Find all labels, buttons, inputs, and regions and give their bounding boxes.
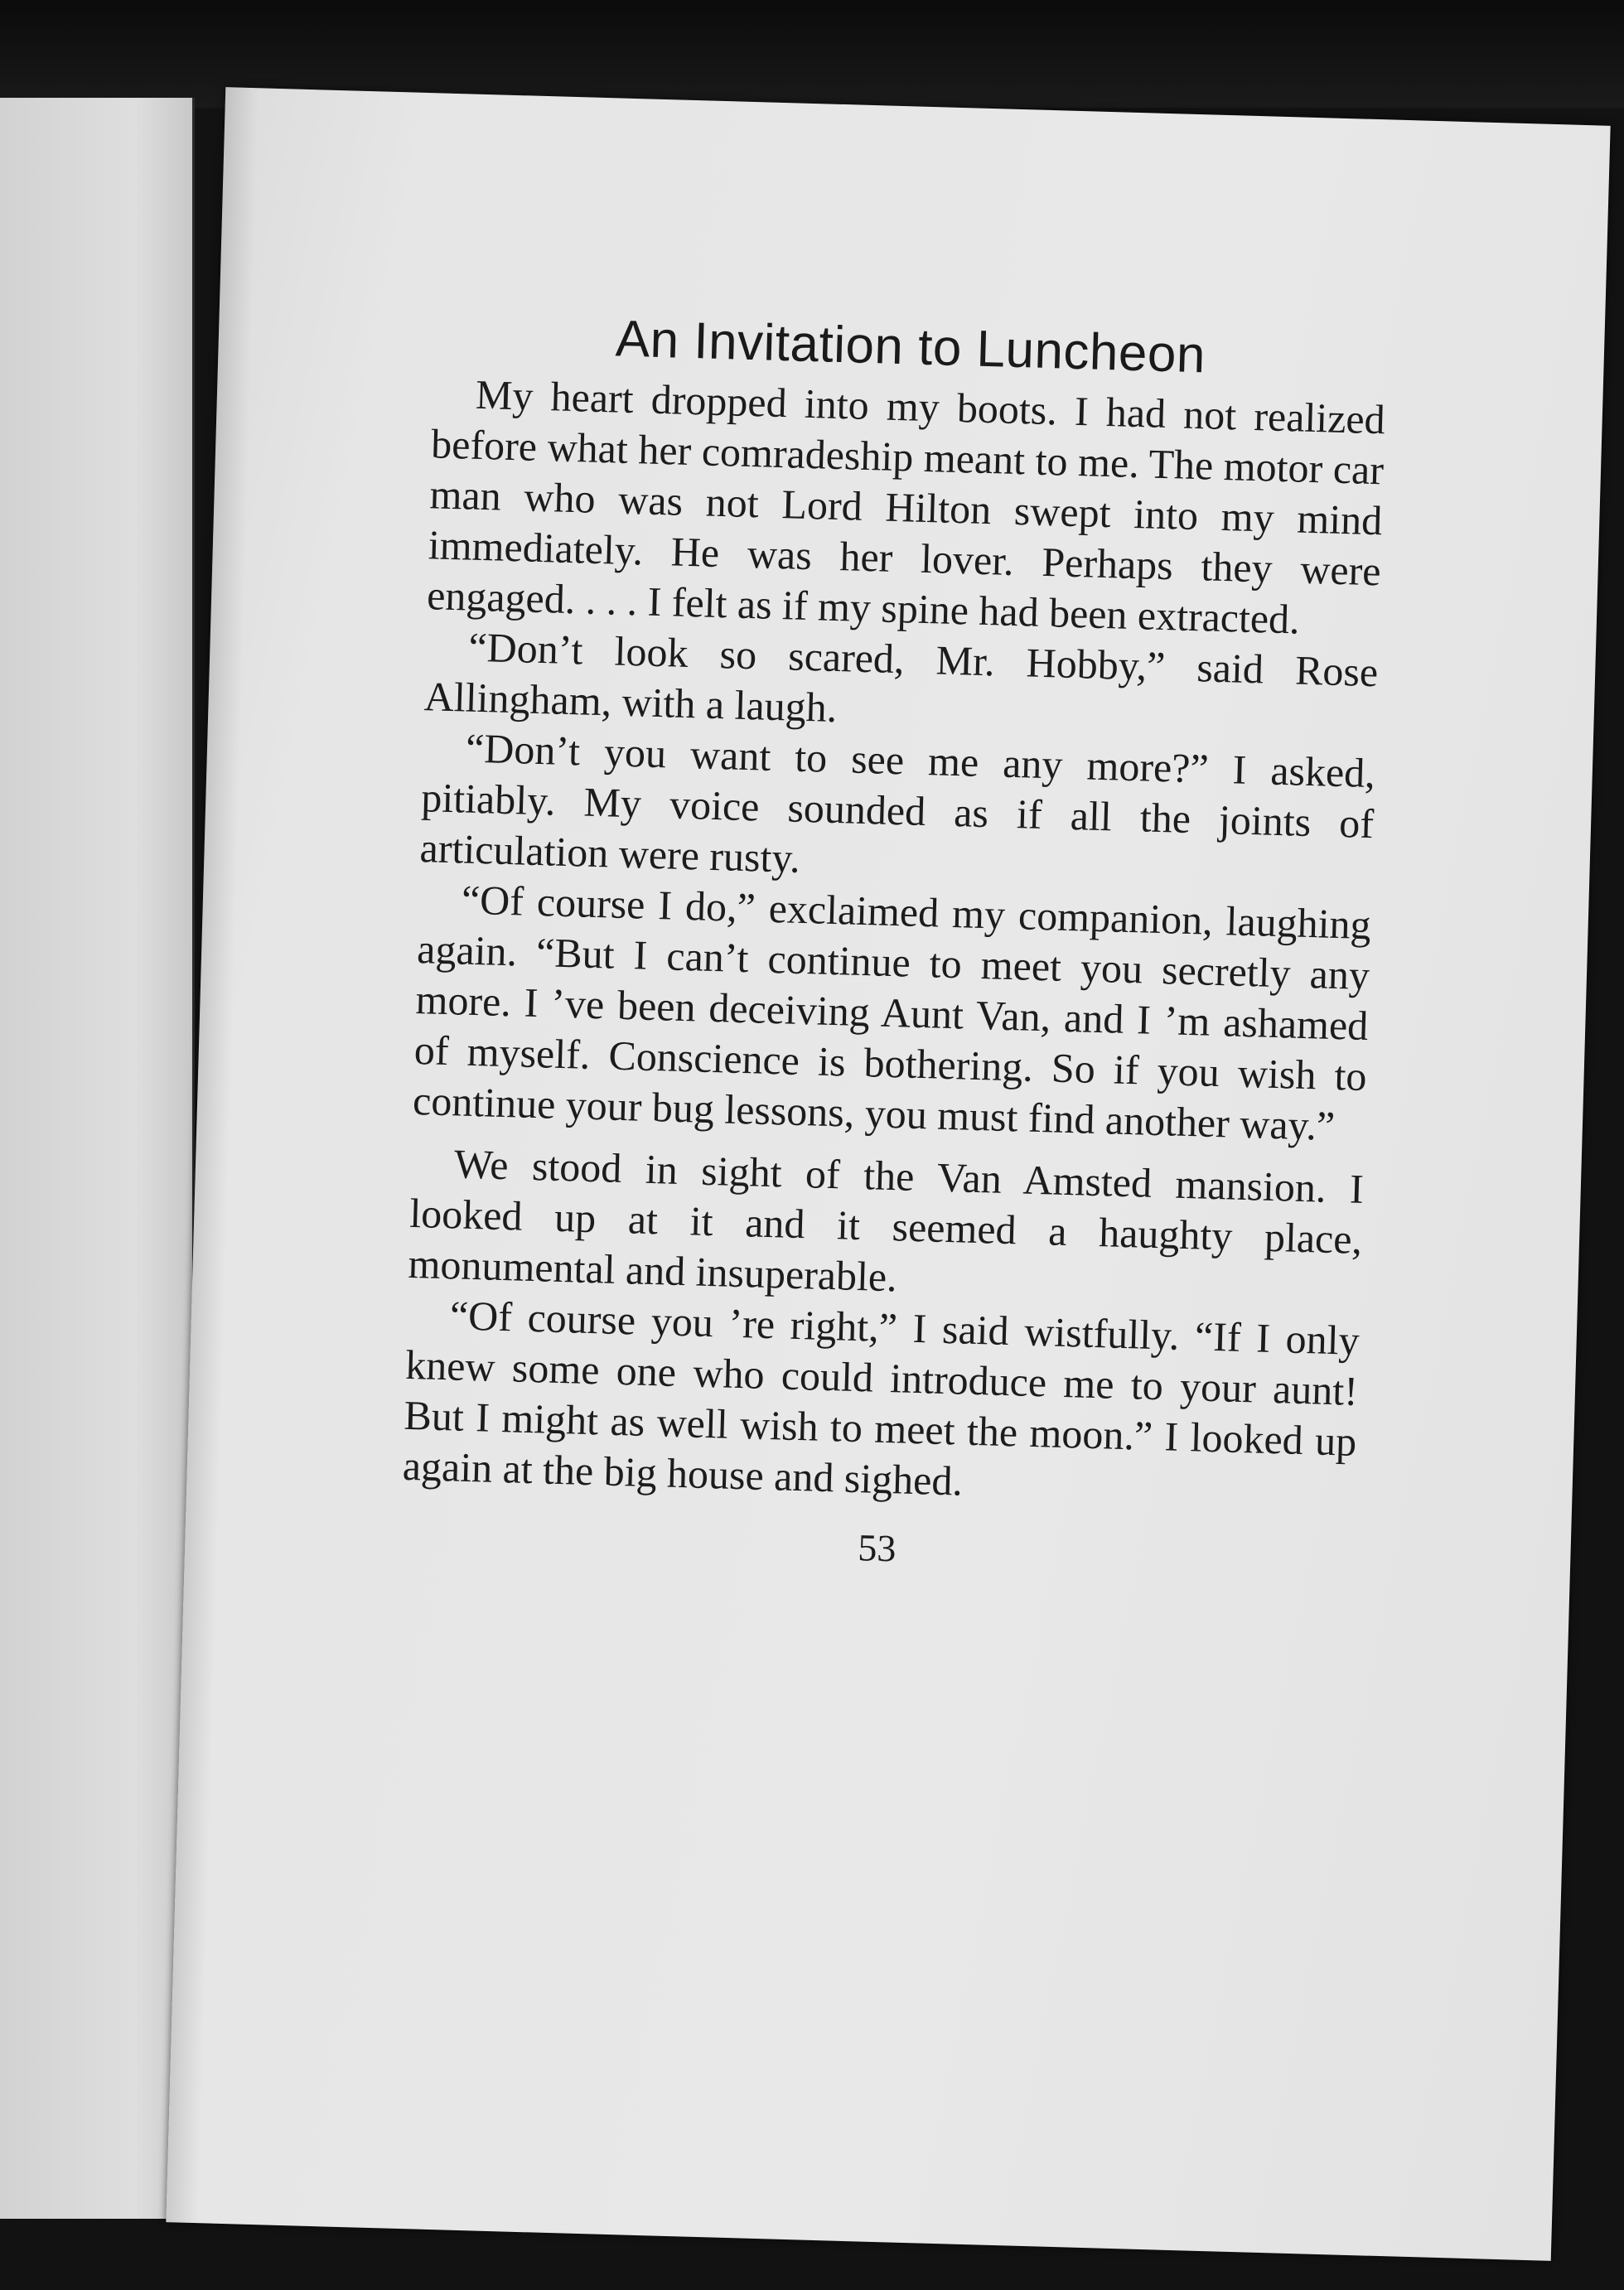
paragraph: We stood in sight of the Van Amsted mansion. I looked up at it and it seemed a haughty place, monumental and insuperable.: [407, 1140, 1365, 1301]
paragraph: “Of course I do,” exclaimed my companion, laughing again. “But I can’t continue to meet you secretly any more. I ’ve been deceiving Aunt Van, and I ’m ashamed of myself. Conscience is bothering. So if you wish to continue your bug lessons, you must find another way.”: [412, 876, 1372, 1150]
book-page: [166, 87, 1610, 2261]
running-head: An Invitation to Luncheon: [614, 310, 1206, 384]
text-block: [400, 304, 1388, 1583]
paragraph: “Of course you ’re right,” I said wistfully. “If I only knew some one who could introduce me to your aunt! But I might as well wish to meet the moon.” I looked up again at the big house and sighed.: [402, 1292, 1361, 1505]
page-number: 53: [857, 1526, 897, 1570]
paragraph: “Don’t you want to see me any more?” I asked, pitiably. My voice sounded as if all the joints of articulation were rusty.: [418, 724, 1376, 882]
paragraph: “Don’t look so scared, Mr. Hobby,” said Rose Allingham, with a laugh.: [423, 623, 1379, 732]
paragraph: My heart dropped into my boots. I had not realized before what her comradeship meant to me. The motor car man who was not Lord Hilton swept into my mind immediately. He was her lover. Perhaps they were engaged. . . . I felt as if my spine had been extracted.: [426, 370, 1386, 643]
facing-page: [0, 98, 195, 2219]
